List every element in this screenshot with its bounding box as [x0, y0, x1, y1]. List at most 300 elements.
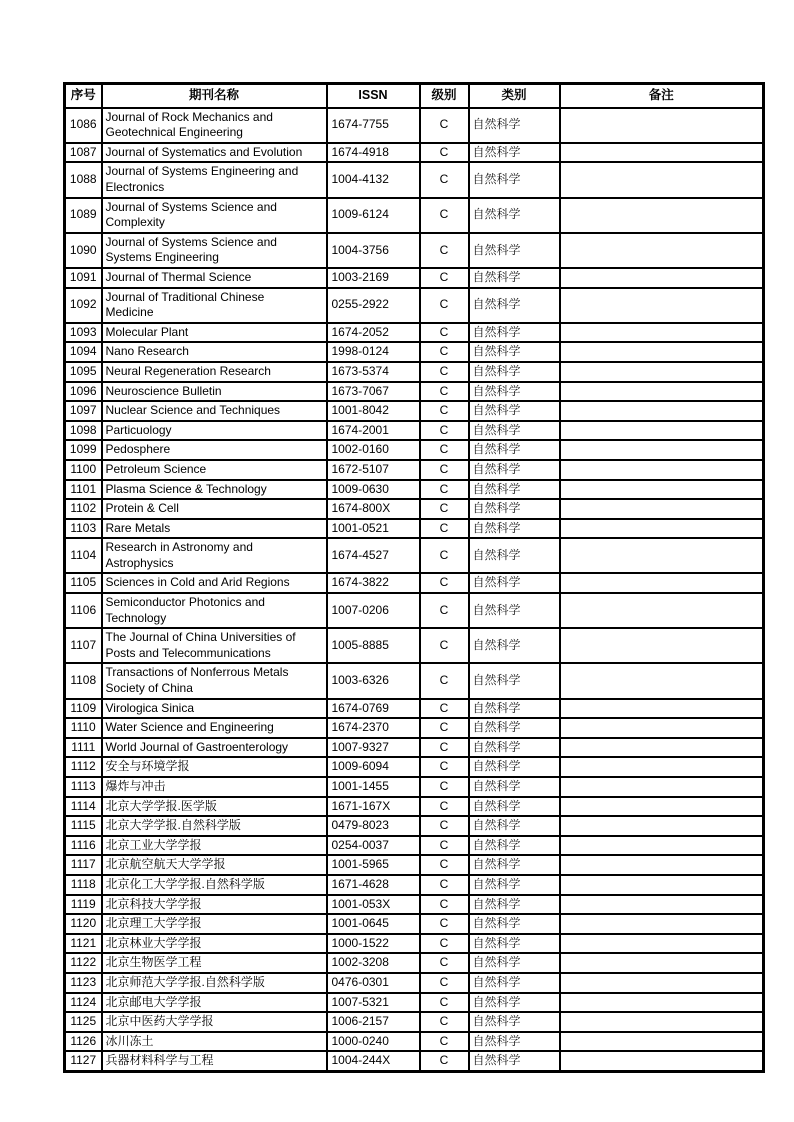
- cell-journal-name: Pedosphere: [102, 440, 327, 460]
- cell-issn: 1002-0160: [327, 440, 420, 460]
- cell-issn: 1001-0645: [327, 914, 420, 934]
- cell-serial-number: 1088: [65, 162, 102, 197]
- cell-journal-name: Molecular Plant: [102, 323, 327, 343]
- cell-remark: [560, 162, 764, 197]
- cell-category: 自然科学: [469, 895, 560, 915]
- cell-serial-number: 1127: [65, 1051, 102, 1071]
- cell-serial-number: 1096: [65, 382, 102, 402]
- cell-journal-name: Particuology: [102, 421, 327, 441]
- cell-serial-number: 1110: [65, 718, 102, 738]
- table-row: [65, 401, 764, 421]
- cell-serial-number: 1113: [65, 777, 102, 797]
- cell-level: C: [420, 573, 469, 593]
- cell-serial-number: 1126: [65, 1032, 102, 1052]
- cell-serial-number: 1092: [65, 288, 102, 323]
- cell-serial-number: 1094: [65, 342, 102, 362]
- cell-journal-name: 北京航空航天大学学报: [102, 855, 327, 875]
- cell-level: C: [420, 914, 469, 934]
- cell-issn: 1009-6094: [327, 757, 420, 777]
- cell-issn: 1000-1522: [327, 934, 420, 954]
- cell-category: 自然科学: [469, 934, 560, 954]
- cell-issn: 1674-4918: [327, 143, 420, 163]
- cell-category: 自然科学: [469, 233, 560, 268]
- cell-level: C: [420, 836, 469, 856]
- cell-category: 自然科学: [469, 268, 560, 288]
- cell-serial-number: 1118: [65, 875, 102, 895]
- table-row: [65, 362, 764, 382]
- cell-level: C: [420, 757, 469, 777]
- cell-journal-name: Semiconductor Photonics and Technology: [102, 593, 327, 628]
- cell-remark: [560, 699, 764, 719]
- cell-level: C: [420, 1032, 469, 1052]
- cell-remark: [560, 973, 764, 993]
- table-row: [65, 855, 764, 875]
- table-row: [65, 573, 764, 593]
- cell-journal-name: 北京生物医学工程: [102, 953, 327, 973]
- cell-journal-name: Journal of Thermal Science: [102, 268, 327, 288]
- cell-serial-number: 1101: [65, 480, 102, 500]
- cell-serial-number: 1103: [65, 519, 102, 539]
- cell-level: C: [420, 143, 469, 163]
- cell-serial-number: 1098: [65, 421, 102, 441]
- cell-category: 自然科学: [469, 718, 560, 738]
- cell-category: 自然科学: [469, 460, 560, 480]
- cell-remark: [560, 499, 764, 519]
- cell-category: 自然科学: [469, 198, 560, 233]
- cell-remark: [560, 362, 764, 382]
- cell-category: 自然科学: [469, 499, 560, 519]
- cell-category: 自然科学: [469, 593, 560, 628]
- cell-issn: 1009-0630: [327, 480, 420, 500]
- cell-journal-name: 北京大学学报.医学版: [102, 797, 327, 817]
- cell-serial-number: 1089: [65, 198, 102, 233]
- cell-remark: [560, 993, 764, 1013]
- cell-remark: [560, 628, 764, 663]
- cell-journal-name: 安全与环境学报: [102, 757, 327, 777]
- cell-remark: [560, 288, 764, 323]
- cell-remark: [560, 718, 764, 738]
- cell-journal-name: Transactions of Nonferrous Metals Society of China: [102, 663, 327, 698]
- cell-issn: 1671-4628: [327, 875, 420, 895]
- cell-remark: [560, 836, 764, 856]
- cell-level: C: [420, 797, 469, 817]
- cell-journal-name: Plasma Science & Technology: [102, 480, 327, 500]
- cell-level: C: [420, 421, 469, 441]
- cell-journal-name: World Journal of Gastroenterology: [102, 738, 327, 758]
- table-row: [65, 233, 764, 268]
- cell-category: 自然科学: [469, 1051, 560, 1071]
- cell-journal-name: Journal of Systematics and Evolution: [102, 143, 327, 163]
- cell-level: C: [420, 460, 469, 480]
- cell-category: 自然科学: [469, 342, 560, 362]
- cell-category: 自然科学: [469, 797, 560, 817]
- cell-remark: [560, 757, 764, 777]
- cell-level: C: [420, 934, 469, 954]
- table-row: [65, 934, 764, 954]
- cell-level: C: [420, 973, 469, 993]
- cell-issn: 1000-0240: [327, 1032, 420, 1052]
- cell-remark: [560, 342, 764, 362]
- table-row: [65, 323, 764, 343]
- table-row: [65, 143, 764, 163]
- cell-journal-name: Petroleum Science: [102, 460, 327, 480]
- journal-table: [63, 82, 765, 1073]
- table-row: [65, 538, 764, 573]
- cell-issn: 0479-8023: [327, 816, 420, 836]
- cell-issn: 1672-5107: [327, 460, 420, 480]
- cell-level: C: [420, 816, 469, 836]
- cell-issn: 1003-6326: [327, 663, 420, 698]
- cell-remark: [560, 895, 764, 915]
- cell-remark: [560, 855, 764, 875]
- table-row: [65, 797, 764, 817]
- cell-journal-name: Journal of Systems Engineering and Electronics: [102, 162, 327, 197]
- cell-category: 自然科学: [469, 663, 560, 698]
- cell-level: C: [420, 268, 469, 288]
- cell-serial-number: 1108: [65, 663, 102, 698]
- table-row: [65, 593, 764, 628]
- cell-remark: [560, 198, 764, 233]
- cell-category: 自然科学: [469, 108, 560, 143]
- cell-category: 自然科学: [469, 738, 560, 758]
- cell-category: 自然科学: [469, 628, 560, 663]
- cell-issn: 1671-167X: [327, 797, 420, 817]
- table-row: [65, 699, 764, 719]
- cell-issn: 1674-3822: [327, 573, 420, 593]
- cell-issn: 1004-3756: [327, 233, 420, 268]
- table-row: [65, 628, 764, 663]
- cell-remark: [560, 663, 764, 698]
- cell-level: C: [420, 499, 469, 519]
- cell-remark: [560, 143, 764, 163]
- cell-issn: 1004-244X: [327, 1051, 420, 1071]
- cell-serial-number: 1105: [65, 573, 102, 593]
- cell-category: 自然科学: [469, 573, 560, 593]
- cell-level: C: [420, 401, 469, 421]
- column-header-category: 类别: [469, 84, 560, 108]
- cell-level: C: [420, 198, 469, 233]
- cell-level: C: [420, 628, 469, 663]
- table-row: [65, 519, 764, 539]
- cell-issn: 1006-2157: [327, 1012, 420, 1032]
- cell-level: C: [420, 162, 469, 197]
- table-row: [65, 382, 764, 402]
- table-row: [65, 499, 764, 519]
- table-row: [65, 288, 764, 323]
- cell-journal-name: The Journal of China Universities of Posts and Telecommunications: [102, 628, 327, 663]
- cell-remark: [560, 797, 764, 817]
- cell-issn: 1674-4527: [327, 538, 420, 573]
- cell-journal-name: Neural Regeneration Research: [102, 362, 327, 382]
- cell-issn: 1001-5965: [327, 855, 420, 875]
- cell-category: 自然科学: [469, 875, 560, 895]
- cell-serial-number: 1115: [65, 816, 102, 836]
- column-header-issn: ISSN: [327, 84, 420, 108]
- cell-serial-number: 1104: [65, 538, 102, 573]
- table-row: [65, 198, 764, 233]
- table-row: [65, 738, 764, 758]
- table-row: [65, 993, 764, 1013]
- cell-category: 自然科学: [469, 538, 560, 573]
- cell-journal-name: Journal of Rock Mechanics and Geotechnical Engineering: [102, 108, 327, 143]
- table-body: [65, 108, 764, 1072]
- cell-remark: [560, 875, 764, 895]
- cell-serial-number: 1091: [65, 268, 102, 288]
- cell-remark: [560, 538, 764, 573]
- cell-remark: [560, 519, 764, 539]
- cell-remark: [560, 593, 764, 628]
- cell-journal-name: 北京工业大学学报: [102, 836, 327, 856]
- table-row: [65, 875, 764, 895]
- table-row: [65, 268, 764, 288]
- cell-serial-number: 1093: [65, 323, 102, 343]
- table-row: [65, 342, 764, 362]
- cell-category: 自然科学: [469, 777, 560, 797]
- cell-issn: 1998-0124: [327, 342, 420, 362]
- cell-category: 自然科学: [469, 816, 560, 836]
- cell-remark: [560, 934, 764, 954]
- cell-remark: [560, 1051, 764, 1071]
- cell-serial-number: 1116: [65, 836, 102, 856]
- cell-journal-name: Neuroscience Bulletin: [102, 382, 327, 402]
- cell-serial-number: 1122: [65, 953, 102, 973]
- cell-journal-name: 爆炸与冲击: [102, 777, 327, 797]
- cell-level: C: [420, 738, 469, 758]
- cell-journal-name: 兵器材料科学与工程: [102, 1051, 327, 1071]
- cell-level: C: [420, 718, 469, 738]
- column-header-remark: 备注: [560, 84, 764, 108]
- table-row: [65, 480, 764, 500]
- cell-journal-name: Virologica Sinica: [102, 699, 327, 719]
- cell-journal-name: 北京师范大学学报.自然科学版: [102, 973, 327, 993]
- table-row: [65, 1032, 764, 1052]
- cell-issn: 1001-1455: [327, 777, 420, 797]
- cell-category: 自然科学: [469, 836, 560, 856]
- table-row: [65, 1012, 764, 1032]
- cell-level: C: [420, 382, 469, 402]
- cell-serial-number: 1123: [65, 973, 102, 993]
- cell-level: C: [420, 895, 469, 915]
- cell-category: 自然科学: [469, 162, 560, 197]
- cell-category: 自然科学: [469, 362, 560, 382]
- cell-serial-number: 1114: [65, 797, 102, 817]
- cell-category: 自然科学: [469, 1032, 560, 1052]
- column-header-level: 级别: [420, 84, 469, 108]
- table-row: [65, 895, 764, 915]
- cell-category: 自然科学: [469, 421, 560, 441]
- cell-issn: 1674-800X: [327, 499, 420, 519]
- cell-remark: [560, 401, 764, 421]
- cell-serial-number: 1124: [65, 993, 102, 1013]
- cell-serial-number: 1119: [65, 895, 102, 915]
- cell-remark: [560, 1032, 764, 1052]
- cell-issn: 1674-2001: [327, 421, 420, 441]
- cell-journal-name: 北京中医药大学学报: [102, 1012, 327, 1032]
- cell-remark: [560, 480, 764, 500]
- cell-level: C: [420, 342, 469, 362]
- cell-remark: [560, 108, 764, 143]
- cell-journal-name: Research in Astronomy and Astrophysics: [102, 538, 327, 573]
- cell-category: 自然科学: [469, 288, 560, 323]
- cell-serial-number: 1109: [65, 699, 102, 719]
- cell-issn: 0254-0037: [327, 836, 420, 856]
- cell-category: 自然科学: [469, 953, 560, 973]
- table-row: [65, 973, 764, 993]
- cell-journal-name: 北京林业大学学报: [102, 934, 327, 954]
- cell-remark: [560, 738, 764, 758]
- cell-serial-number: 1120: [65, 914, 102, 934]
- table-row: [65, 757, 764, 777]
- cell-serial-number: 1086: [65, 108, 102, 143]
- cell-level: C: [420, 108, 469, 143]
- cell-serial-number: 1099: [65, 440, 102, 460]
- cell-issn: 1673-7067: [327, 382, 420, 402]
- cell-serial-number: 1107: [65, 628, 102, 663]
- cell-category: 自然科学: [469, 480, 560, 500]
- cell-journal-name: Nano Research: [102, 342, 327, 362]
- cell-category: 自然科学: [469, 401, 560, 421]
- cell-journal-name: Sciences in Cold and Arid Regions: [102, 573, 327, 593]
- cell-serial-number: 1090: [65, 233, 102, 268]
- cell-issn: 1003-2169: [327, 268, 420, 288]
- cell-issn: 1673-5374: [327, 362, 420, 382]
- cell-issn: 0255-2922: [327, 288, 420, 323]
- cell-category: 自然科学: [469, 993, 560, 1013]
- cell-category: 自然科学: [469, 855, 560, 875]
- table-row: [65, 162, 764, 197]
- cell-level: C: [420, 993, 469, 1013]
- cell-serial-number: 1125: [65, 1012, 102, 1032]
- cell-issn: 0476-0301: [327, 973, 420, 993]
- cell-journal-name: Journal of Systems Science and Complexity: [102, 198, 327, 233]
- cell-issn: 1007-5321: [327, 993, 420, 1013]
- cell-issn: 1674-7755: [327, 108, 420, 143]
- cell-issn: 1674-0769: [327, 699, 420, 719]
- cell-level: C: [420, 480, 469, 500]
- cell-category: 自然科学: [469, 1012, 560, 1032]
- table-row: [65, 663, 764, 698]
- cell-serial-number: 1087: [65, 143, 102, 163]
- cell-level: C: [420, 288, 469, 323]
- cell-category: 自然科学: [469, 440, 560, 460]
- table-row: [65, 108, 764, 143]
- cell-serial-number: 1112: [65, 757, 102, 777]
- table-row: [65, 836, 764, 856]
- table-row: [65, 421, 764, 441]
- cell-level: C: [420, 953, 469, 973]
- table-row: [65, 718, 764, 738]
- cell-level: C: [420, 855, 469, 875]
- cell-serial-number: 1117: [65, 855, 102, 875]
- cell-remark: [560, 953, 764, 973]
- table-row: [65, 440, 764, 460]
- cell-remark: [560, 1012, 764, 1032]
- cell-level: C: [420, 538, 469, 573]
- cell-issn: 1674-2052: [327, 323, 420, 343]
- cell-issn: 1007-0206: [327, 593, 420, 628]
- cell-level: C: [420, 1012, 469, 1032]
- cell-level: C: [420, 519, 469, 539]
- table-row: [65, 777, 764, 797]
- cell-journal-name: Protein & Cell: [102, 499, 327, 519]
- cell-remark: [560, 421, 764, 441]
- cell-issn: 1001-8042: [327, 401, 420, 421]
- table-row: [65, 1051, 764, 1071]
- cell-category: 自然科学: [469, 143, 560, 163]
- cell-serial-number: 1097: [65, 401, 102, 421]
- cell-journal-name: 北京科技大学学报: [102, 895, 327, 915]
- cell-remark: [560, 777, 764, 797]
- cell-issn: 1005-8885: [327, 628, 420, 663]
- cell-remark: [560, 460, 764, 480]
- cell-remark: [560, 440, 764, 460]
- table-header-row: [65, 84, 764, 108]
- table-row: [65, 816, 764, 836]
- cell-level: C: [420, 593, 469, 628]
- cell-journal-name: Nuclear Science and Techniques: [102, 401, 327, 421]
- table-row: [65, 953, 764, 973]
- cell-issn: 1009-6124: [327, 198, 420, 233]
- table-row: [65, 914, 764, 934]
- cell-level: C: [420, 362, 469, 382]
- cell-remark: [560, 233, 764, 268]
- cell-remark: [560, 382, 764, 402]
- cell-journal-name: Rare Metals: [102, 519, 327, 539]
- cell-serial-number: 1106: [65, 593, 102, 628]
- cell-journal-name: Journal of Traditional Chinese Medicine: [102, 288, 327, 323]
- cell-level: C: [420, 233, 469, 268]
- cell-category: 自然科学: [469, 973, 560, 993]
- cell-category: 自然科学: [469, 699, 560, 719]
- cell-level: C: [420, 699, 469, 719]
- cell-level: C: [420, 323, 469, 343]
- cell-serial-number: 1102: [65, 499, 102, 519]
- cell-issn: 1002-3208: [327, 953, 420, 973]
- cell-journal-name: 北京理工大学学报: [102, 914, 327, 934]
- cell-level: C: [420, 663, 469, 698]
- cell-category: 自然科学: [469, 914, 560, 934]
- cell-journal-name: 北京化工大学学报.自然科学版: [102, 875, 327, 895]
- column-header-serial: 序号: [65, 84, 102, 108]
- cell-serial-number: 1100: [65, 460, 102, 480]
- cell-journal-name: Water Science and Engineering: [102, 718, 327, 738]
- cell-remark: [560, 573, 764, 593]
- cell-level: C: [420, 875, 469, 895]
- cell-journal-name: 北京邮电大学学报: [102, 993, 327, 1013]
- cell-issn: 1001-0521: [327, 519, 420, 539]
- cell-level: C: [420, 440, 469, 460]
- cell-journal-name: 冰川冻土: [102, 1032, 327, 1052]
- column-header-journal-name: 期刊名称: [102, 84, 327, 108]
- cell-issn: 1674-2370: [327, 718, 420, 738]
- cell-remark: [560, 268, 764, 288]
- cell-serial-number: 1111: [65, 738, 102, 758]
- cell-issn: 1001-053X: [327, 895, 420, 915]
- cell-remark: [560, 914, 764, 934]
- cell-issn: 1004-4132: [327, 162, 420, 197]
- cell-remark: [560, 816, 764, 836]
- cell-level: C: [420, 777, 469, 797]
- cell-category: 自然科学: [469, 382, 560, 402]
- cell-journal-name: Journal of Systems Science and Systems Engineering: [102, 233, 327, 268]
- cell-level: C: [420, 1051, 469, 1071]
- cell-serial-number: 1121: [65, 934, 102, 954]
- cell-remark: [560, 323, 764, 343]
- cell-serial-number: 1095: [65, 362, 102, 382]
- cell-journal-name: 北京大学学报.自然科学版: [102, 816, 327, 836]
- cell-category: 自然科学: [469, 757, 560, 777]
- cell-issn: 1007-9327: [327, 738, 420, 758]
